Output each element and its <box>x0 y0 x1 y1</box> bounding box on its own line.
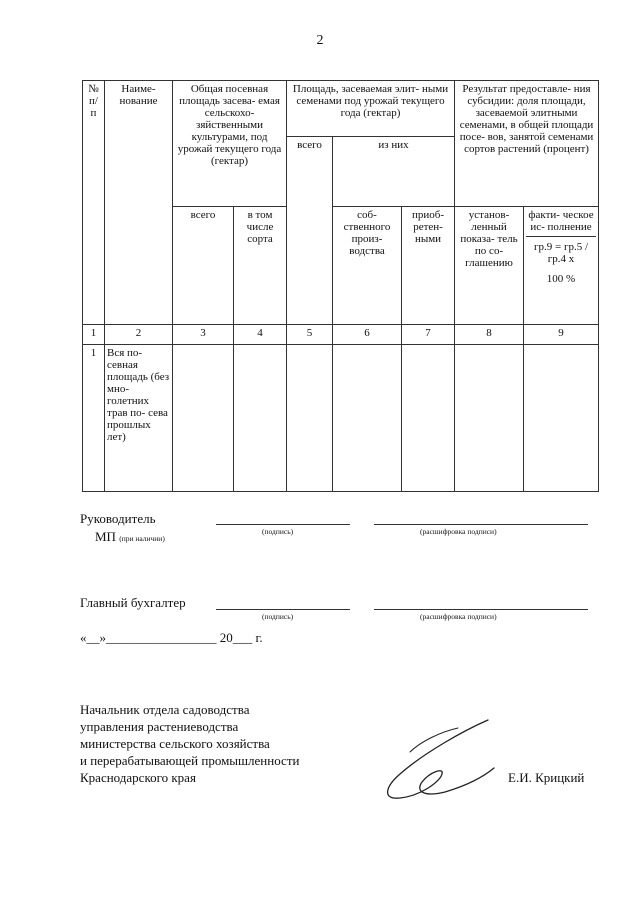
header-total-area: Общая посевная площадь засева- емая сельскохо- зяйственными культурами, под урожай текущего года (гектар) <box>173 81 287 207</box>
header-actual-label: факти- ческое ис- полнение <box>526 209 596 237</box>
header-name: Наиме- нование <box>105 81 173 325</box>
cell-empty <box>333 345 402 492</box>
column-number: 1 <box>83 325 105 345</box>
column-number: 4 <box>234 325 287 345</box>
cell-empty <box>234 345 287 492</box>
header-formula: гр.9 = гр.5 / гр.4 х <box>533 241 589 265</box>
footer-line: Начальник отдела садоводства <box>80 702 250 717</box>
header-all: всего <box>173 207 234 325</box>
footer-line: Краснодарского края <box>80 770 196 785</box>
accountant-label: Главный бухгалтер <box>80 595 186 610</box>
cell-empty <box>524 345 599 492</box>
column-number: 9 <box>524 325 599 345</box>
header-elite-total: всего <box>287 137 333 325</box>
head-signature-line <box>216 524 350 525</box>
column-number: 6 <box>333 325 402 345</box>
header-acquired: приоб- ретен- ными <box>402 207 455 325</box>
column-number: 7 <box>402 325 455 345</box>
header-percent: 100 % <box>546 273 576 285</box>
header-of-them: из них <box>333 137 455 207</box>
header-elite-area: Площадь, засеваемая элит- ными семенами под урожай текущего года (гектар) <box>287 81 455 137</box>
row-number: 1 <box>83 345 105 492</box>
column-number: 8 <box>455 325 524 345</box>
handwritten-signature <box>370 712 500 812</box>
signer-name: Е.И. Крицкий <box>508 770 585 785</box>
head-decode-hint: (расшифровка подписи) <box>420 527 497 536</box>
footer-line: управления растениеводства <box>80 719 239 734</box>
head-decode-line <box>374 524 588 525</box>
header-incl-sort: в том числе сорта <box>234 207 287 325</box>
mp-label: МП <box>95 529 116 544</box>
mp-note: (при наличии) <box>119 534 165 543</box>
accountant-signature-hint: (подпись) <box>262 612 294 621</box>
table-row <box>83 345 599 492</box>
row-name: Вся по- севная площадь (без мно- голетних трав по- сева прошлых лет) <box>105 345 173 492</box>
footer-line: и перерабатывающей промышленности <box>80 753 300 768</box>
accountant-signature-line <box>216 609 350 610</box>
column-number: 3 <box>173 325 234 345</box>
header-result: Результат предоставле- ния субсидии: доля площади, засеваемой элитными семенами, в общей площади посе- вов, занятой семенами сортов растений (процент) <box>455 81 599 207</box>
page-number: 2 <box>316 33 324 48</box>
cell-empty <box>402 345 455 492</box>
cell-empty <box>455 345 524 492</box>
head-signature-hint: (подпись) <box>262 527 294 536</box>
header-own-production: соб- ственного произ- водства <box>333 207 402 325</box>
subsidy-table <box>82 80 599 492</box>
stamp-label <box>95 529 165 545</box>
footer-position <box>80 701 299 786</box>
accountant-decode-line <box>374 609 588 610</box>
header-planned: установ- ленный показа- тель по со- глашению <box>455 207 524 325</box>
head-label: Руководитель <box>80 511 156 526</box>
cell-empty <box>173 345 234 492</box>
footer-line: министерства сельского хозяйства <box>80 736 270 751</box>
header-row-number: № п/ п <box>83 81 105 325</box>
header-actual <box>524 207 599 325</box>
column-number: 5 <box>287 325 333 345</box>
column-number: 2 <box>105 325 173 345</box>
cell-empty <box>287 345 333 492</box>
accountant-decode-hint: (расшифровка подписи) <box>420 612 497 621</box>
date-line: «__»_________________ 20___ г. <box>80 630 263 645</box>
